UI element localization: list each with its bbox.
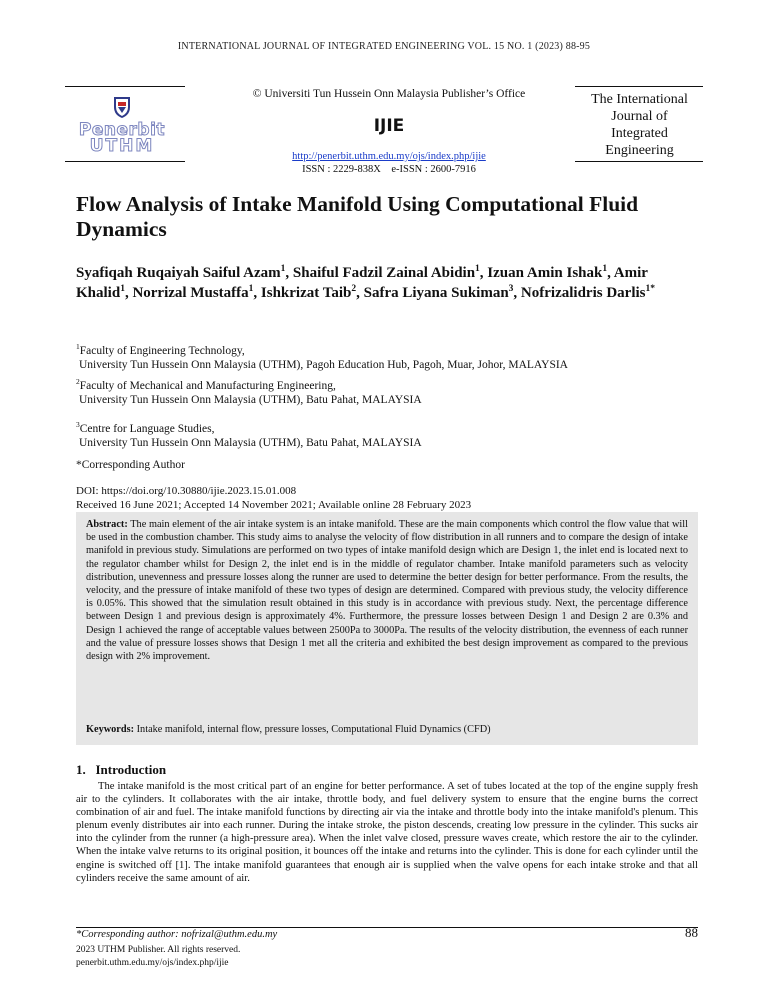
author-name: Ishkrizat Taib <box>260 285 352 301</box>
corresponding-author-note: *Corresponding Author <box>76 459 185 471</box>
author-affil-sup: 1 <box>602 264 608 274</box>
author-name: Syafiqah Ruqaiyah Saiful Azam <box>76 265 281 281</box>
abstract-box <box>76 512 698 745</box>
running-head: INTERNATIONAL JOURNAL OF INTEGRATED ENGINEERING VOL. 15 NO. 1 (2023) 88-95 <box>177 41 591 52</box>
author-affil-sup: 1 <box>475 264 480 274</box>
journal-name-line: Engineering <box>605 143 674 158</box>
journal-name-line: Journal of <box>611 109 668 124</box>
author-affil-sup: 3 <box>508 284 514 294</box>
journal-url-link[interactable]: http://penerbit.uthm.edu.my/ojs/index.php/ijie <box>292 151 486 162</box>
header-rule-left-top <box>65 86 185 87</box>
affiliation-2 <box>76 375 716 408</box>
author-name: Shaiful Fadzil Zainal Abidin <box>292 265 476 281</box>
footer-site: penerbit.uthm.edu.my/ojs/index.php/ijie <box>76 958 229 968</box>
penerbit-uthm-logo <box>72 95 172 155</box>
footer-corresponding-email: *Corresponding author: nofrizal@uthm.edu.my <box>76 929 278 940</box>
journal-abbrev: IJIE <box>373 116 405 136</box>
abstract-label: Abstract: <box>86 519 128 530</box>
publisher-notice: © Universiti Tun Hussein Onn Malaysia Publisher’s Office <box>252 88 526 100</box>
affiliation-institution: University Tun Hussein Onn Malaysia (UTHM), Batu Pahat, MALAYSIA <box>79 437 422 450</box>
author-affil-sup: 1 <box>120 284 125 294</box>
footer-rule <box>76 927 698 928</box>
title-line: Flow Analysis of Intake Manifold Using Computational Fluid <box>76 192 639 216</box>
author-name: Safra Liyana Sukiman <box>363 285 509 301</box>
page-number: 88 <box>685 925 698 940</box>
author-affil-sup: 2 <box>351 284 357 294</box>
section-heading-introduction: 1. Introduction <box>76 762 167 777</box>
affiliation-3 <box>76 418 716 451</box>
keywords <box>86 723 688 736</box>
logo-text-line2: UTHM <box>89 136 155 156</box>
header-rule-right-bottom <box>575 161 703 162</box>
journal-name-line: The International <box>591 92 688 107</box>
author-affil-sup: 1 <box>280 264 286 274</box>
abstract-paragraph <box>86 518 688 663</box>
affiliation-dept: Faculty of Engineering Technology, <box>79 344 245 357</box>
issn: ISSN : 2229-838X e-ISSN : 2600-7916 <box>302 164 476 175</box>
affiliation-number: 3 <box>76 420 80 429</box>
journal-name-box <box>577 91 702 159</box>
affiliation-1 <box>76 340 716 373</box>
introduction-paragraph: The intake manifold is the most critical part of an engine for better performance. A set of tubes located at the top of the engine supply fresh air to the cylinders. It collaborates with the air intake, throttle body, and fuel delivery system to ensure that the engine burns the correct combination of air and fuel. The intake manifold functions by directing air via the intake and throttle body into the intake manifold's plenum. This plenum evenly distributes air into each runner. During the intake stroke, the piston descends, creating low pressure in the cylinder. This sucks air into the cylinder from the runner (a high-pressure area). When the inlet valve closed, pressure waves create, which restore the air to the cylinder. When the intake valve returns to its original position, it bounces off the intake and returns into the cylinder. This is done for each cylinder until the engine is switched off [1]. The intake manifold guarantees that enough air is supplied when the valve opens for each intake stroke and that all cylinders receive the same amount of air. <box>76 781 698 884</box>
author-name: Nofrizalidris Darlis <box>520 285 646 301</box>
doi: DOI: https://doi.org/10.30880/ijie.2023.15.01.008 <box>76 485 297 497</box>
header-rule-left-bottom <box>65 161 185 162</box>
affiliation-number: 1 <box>76 342 80 351</box>
affiliation-dept: Centre for Language Studies, <box>79 422 215 435</box>
affiliation-institution: University Tun Hussein Onn Malaysia (UTHM), Pagoh Education Hub, Pagoh, Muar, Johor, MALAYSIA <box>79 359 568 372</box>
journal-name-line: Integrated <box>611 126 668 141</box>
author-name: Norrizal Mustaffa <box>132 285 249 301</box>
title-line: Dynamics <box>76 217 167 241</box>
abstract-text: The main element of the air intake system is an intake manifold. These are the main components which control the flow value that will be used in the combustion chamber. This study aims to analyse the velocity of flow distribution in all runners and to compare the design of intake manifold in previous study. Simulations are performed on two types of intake manifold design which are Design 1, the inlet end is located next to the regulator chamber whilst for Design 2, the inlet end is in the middle of regulator chamber. Intake manifold parameters such as velocity distribution, unevenness and pressure losses along the runner are used to determine the better design for better performance. From the results, the velocity, and the pressure of intake manifold of these two types of design are determined. Compared with previous study, the velocity difference is 0.05%. This showed that the simulation result obtained in this study is in accordance with previous study. Next, the percentage difference between Design 1 and previous design is approximately 4%. Furthermore, the pressure losses between Design 1 and Design 2 are 0.3% and Design 1 achieved the range of acceptable values between 2500Pa to 3000Pa. The results of the velocity distribution, the evenness of each runner and the value of pressure losses shows that Design 1 met all the criteria and exhibited the best design improvement as compared to the previous design with 2% improvement. <box>86 519 689 663</box>
logo-text-line1: Penerbit <box>78 120 166 140</box>
author-name: Izuan Amin Ishak <box>487 265 603 281</box>
author-affil-sup: 1 <box>248 284 254 294</box>
author-affil-sup: 1* <box>645 284 655 294</box>
keywords-text: Intake manifold, internal flow, pressure losses, Computational Fluid Dynamics (CFD) <box>136 723 491 735</box>
affiliation-dept: Faculty of Mechanical and Manufacturing Engineering, <box>79 379 336 392</box>
affiliation-institution: University Tun Hussein Onn Malaysia (UTHM), Batu Pahat, MALAYSIA <box>79 394 422 407</box>
paper-title <box>76 192 696 242</box>
publication-dates: Received 16 June 2021; Accepted 14 November 2021; Available online 28 February 2023 <box>76 499 472 511</box>
author-list: Syafiqah Ruqaiyah Saiful Azam$^1$, Shaiful Fadzil Zainal Abidin$^1$, Izuan Amin Ishak$^1$, Amir Khalid$^1$, Norrizal Mustaffa$^1$, Ishkrizat Taib$^2$, Safra Liyana Sukiman$^3$, Nofrizalidris Darlis$^{1*}$ <box>76 264 655 301</box>
affiliation-number: 2 <box>76 377 80 386</box>
keywords-label: Keywords: <box>86 723 135 735</box>
header-rule-right-top <box>575 86 703 87</box>
author-name: Amir Khalid <box>76 265 648 301</box>
footer-copyright: 2023 UTHM Publisher. All rights reserved. <box>76 945 241 955</box>
